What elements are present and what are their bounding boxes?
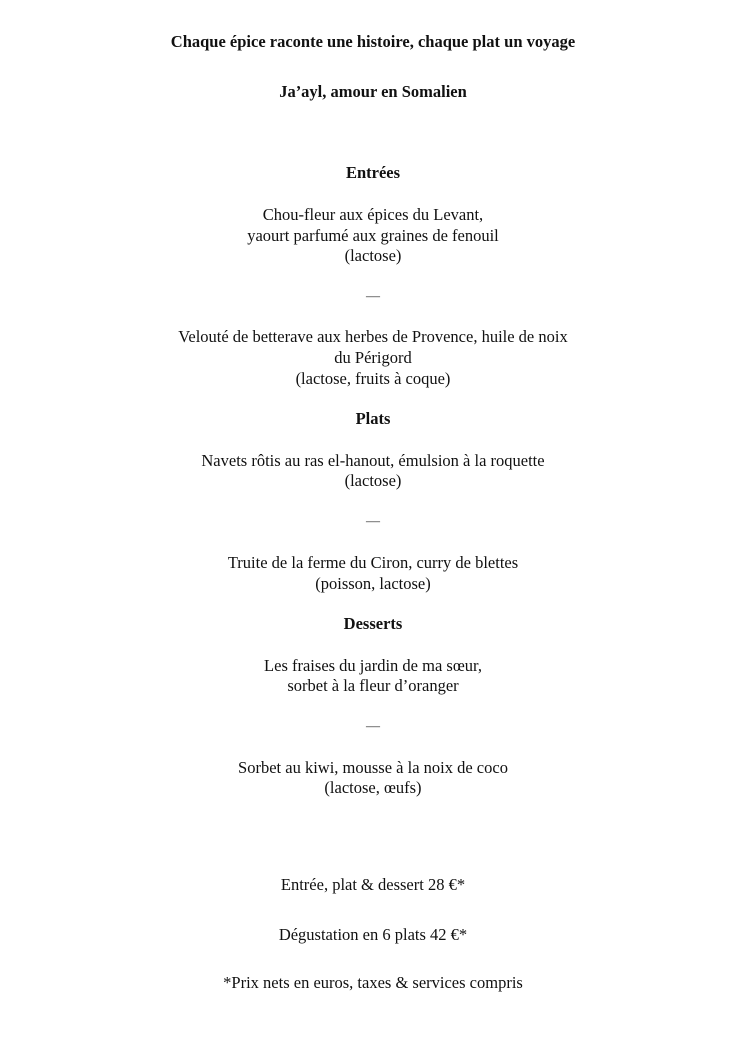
plat-2-line-1: Truite de la ferme du Ciron, curry de blettes [227, 553, 519, 572]
entree-2-allergens: (lactose, fruits à coque) [295, 369, 451, 388]
entree-1-line-1: Chou-fleur aux épices du Levant, [262, 205, 484, 224]
entree-1-allergens: (lactose) [344, 246, 402, 265]
section-title-desserts: Desserts [343, 614, 403, 633]
price-note: *Prix nets en euros, taxes & services compris [223, 973, 523, 992]
plat-1-line-1: Navets rôtis au ras el-hanout, émulsion à la roquette [201, 451, 545, 470]
dessert-1-line-1: Les fraises du jardin de ma sœur, [264, 656, 482, 675]
plat-1-allergens: (lactose) [344, 471, 402, 490]
plat-2-allergens: (poisson, lactose) [315, 574, 431, 593]
plat-separator: — [366, 514, 380, 529]
dessert-separator: — [366, 719, 380, 734]
entree-separator: — [366, 289, 380, 304]
price-tasting: Dégustation en 6 plats 42 €* [278, 925, 468, 944]
dessert-2-allergens: (lactose, œufs) [324, 778, 422, 797]
entree-2-line-1: Velouté de betterave aux herbes de Provence, huile de noix [178, 327, 568, 346]
menu-subtitle: Ja’ayl, amour en Somalien [279, 82, 467, 101]
menu-tagline: Chaque épice raconte une histoire, chaque plat un voyage [170, 32, 576, 51]
entree-1-line-2: yaourt parfumé aux graines de fenouil [247, 226, 499, 245]
dessert-1-line-2: sorbet à la fleur d’oranger [287, 676, 459, 695]
price-menu: Entrée, plat & dessert 28 €* [280, 875, 466, 894]
entree-2-line-2: du Périgord [334, 348, 412, 367]
section-title-plats: Plats [355, 409, 391, 428]
section-title-entrees: Entrées [345, 163, 401, 182]
dessert-2-line-1: Sorbet au kiwi, mousse à la noix de coco [238, 758, 508, 777]
